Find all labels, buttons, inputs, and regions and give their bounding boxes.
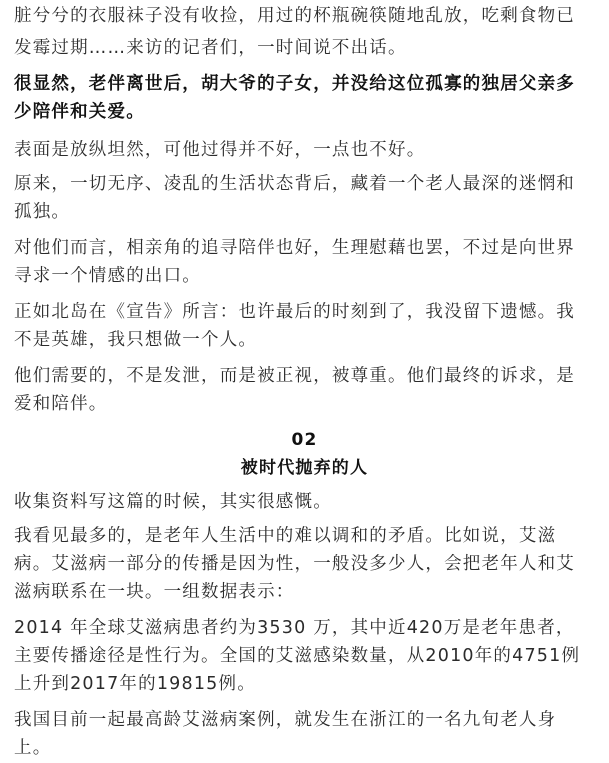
paragraph-line: 发霉过期……来访的记者们，一时间说不出话。 xyxy=(14,38,407,58)
paragraph-line: 上。 xyxy=(14,738,52,758)
paragraph-line: 对他们而言，相亲角的追寻陪伴也好，生理慰藉也罢，不过是向世界 xyxy=(14,238,575,258)
paragraph-line: 2014 年全球艾滋病患者约为3530 万，其中近420万是老年患者， xyxy=(14,618,575,638)
paragraph-line: 上升到2017年的19815例。 xyxy=(14,674,256,694)
paragraph-line: 他们需要的，不是发泄，而是被正视，被尊重。他们最终的诉求，是 xyxy=(14,366,575,386)
paragraph-line: 我看见最多的，是老年人生活中的难以调和的矛盾。比如说，艾滋 xyxy=(14,526,557,546)
paragraph-line: 正如北岛在《宣告》所言：也许最后的时刻到了，我没留下遗憾。我 xyxy=(14,302,575,322)
section-title: 被时代抛弃的人 xyxy=(240,458,369,478)
paragraph-line: 主要传播途径是性行为。全国的艾滋感染数量，从2010年的4751例 xyxy=(14,646,581,666)
paragraph-line: 孤独。 xyxy=(14,202,71,222)
paragraph-line: 表面是放纵坦然，可他过得并不好，一点也不好。 xyxy=(14,140,426,160)
paragraph-line: 我国目前一起最高龄艾滋病案例，就发生在浙江的一名九旬老人身 xyxy=(14,710,557,730)
paragraph-line: 脏兮兮的衣服袜子没有收捡，用过的杯瓶碗筷随地乱放，吃剩食物已 xyxy=(14,6,575,26)
bold-paragraph-line: 很显然，老伴离世后，胡大爷的子女，并没给这位孤寡的独居父亲多 xyxy=(14,74,575,94)
paragraph-line: 收集资料写这篇的时候，其实很感慨。 xyxy=(14,492,332,512)
paragraph-line: 爱和陪伴。 xyxy=(14,394,108,414)
paragraph-line: 不是英雄，我只想做一个人。 xyxy=(14,330,258,350)
paragraph-line: 滋病联系在一块。一组数据表示： xyxy=(14,582,295,602)
paragraph-line: 原来，一切无序、凌乱的生活状态背后，藏着一个老人最深的迷惘和 xyxy=(14,174,575,194)
paragraph-line: 寻求一个情感的出口。 xyxy=(14,266,201,286)
section-number: 02 xyxy=(291,430,318,450)
paragraph-line: 病。艾滋病一部分的传播是因为性，一般没多少人，会把老年人和艾 xyxy=(14,554,575,574)
bold-paragraph-line: 少陪伴和关爱。 xyxy=(14,102,145,122)
